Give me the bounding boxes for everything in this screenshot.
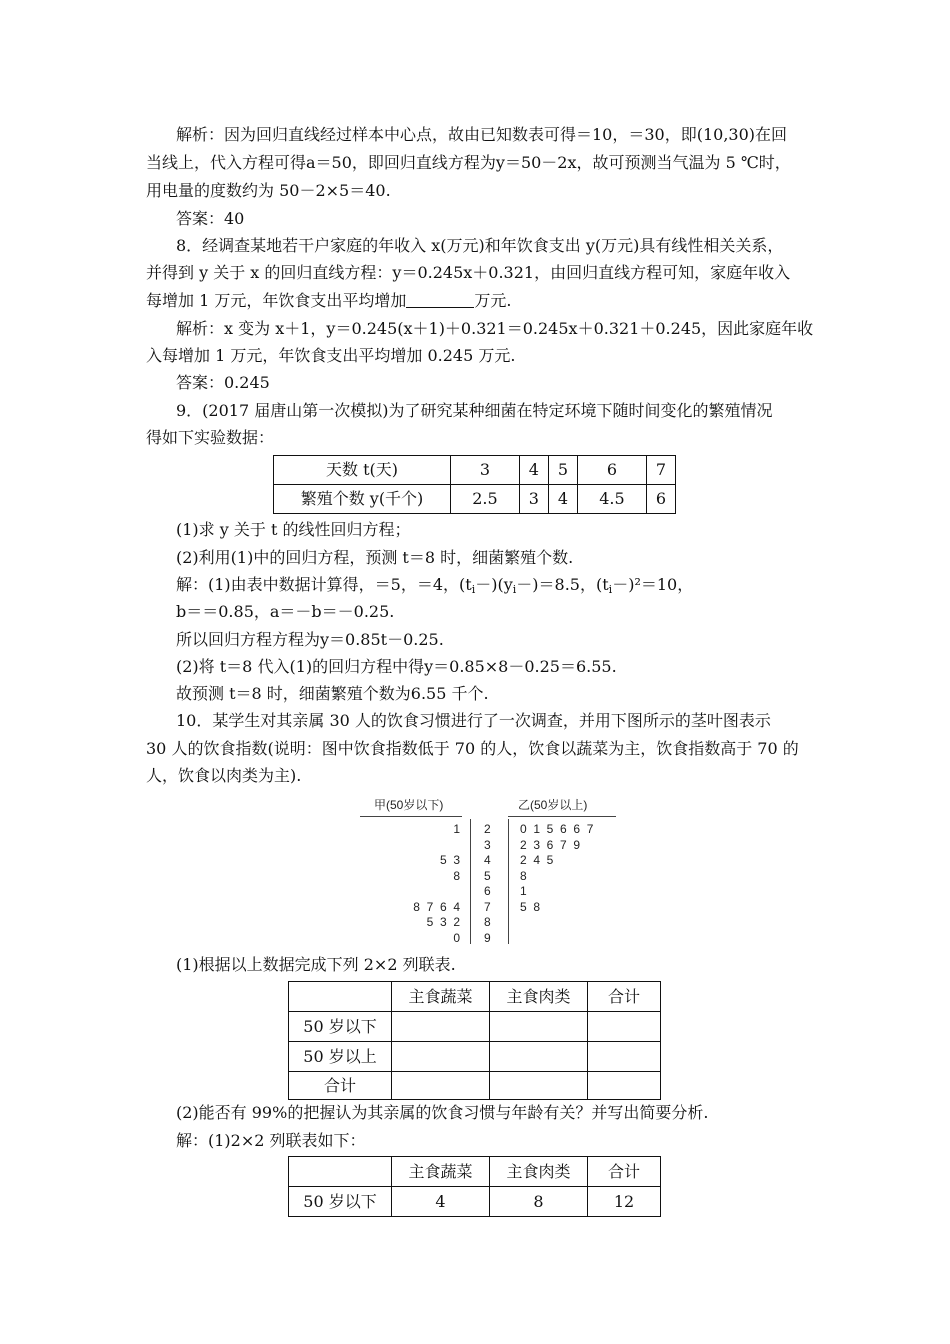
text-line: 得如下实验数据： — [146, 428, 275, 447]
text-line: 并得到 y 关于 x 的回归直线方程：y＝0.245x＋0.321，由回归直线方程可知，家庭年收入 — [146, 263, 791, 282]
table-cell: 6 — [646, 485, 675, 514]
subscript: i — [608, 583, 613, 596]
stem-value: 8 — [484, 915, 491, 929]
subscript: i — [471, 583, 476, 596]
header-rule — [360, 816, 462, 817]
leaf-right: 2 3 6 7 9 — [520, 837, 581, 852]
stem-value: 9 — [484, 930, 491, 945]
leaf-right: 0 1 5 6 6 7 — [520, 822, 594, 836]
table-cell: 主食肉类 — [490, 982, 588, 1012]
table-cell: 天数 t(天) — [274, 456, 451, 485]
table-cell: 12 — [588, 1187, 661, 1217]
contingency-table-answer — [288, 1156, 661, 1217]
table-cell — [392, 1072, 490, 1100]
table-cell — [588, 1042, 661, 1072]
table-cell: 3 — [451, 456, 520, 485]
right-header: 乙(50岁以上) — [518, 798, 588, 812]
subscript: i — [512, 583, 517, 596]
leaf-right: 5 8 — [520, 899, 541, 914]
text-segment: 每增加 1 万元，年饮食支出平均增加 — [146, 291, 407, 310]
question-part: (1)根据以上数据完成下列 2×2 列联表. — [176, 955, 456, 974]
leaf-left: 8 7 6 4 — [413, 899, 460, 914]
question-8: 8．经调查某地若干户家庭的年收入 x(万元)和年饮食支出 y(万元)具有线性相关关系， — [176, 236, 784, 255]
text-line: 所以回归方程方程为y＝0.85t－0.25. — [176, 630, 444, 649]
stem-value: 4 — [484, 853, 491, 867]
header-rule — [508, 816, 616, 817]
fill-blank — [406, 293, 474, 308]
table-cell: 4.5 — [578, 485, 647, 514]
table-cell: 2.5 — [451, 485, 520, 514]
question-10: 10．某学生对其亲属 30 人的饮食习惯进行了一次调查，并用下图所示的茎叶图表示 — [176, 711, 771, 730]
stem-value: 5 — [484, 868, 491, 883]
table-cell: 繁殖个数 y(千个) — [274, 485, 451, 514]
text-line: 当线上，代入方程可得a＝50，即回归直线方程为y＝50－2x，故可预测当气温为 5 ℃时， — [146, 153, 791, 172]
solution-8: 解析：x 变为 x＋1，y＝0.245(x＋1)＋0.321＝0.245x＋0.321＋0.245，因此家庭年收 — [176, 319, 814, 338]
question-part: (2)能否有 99%的把握认为其亲属的饮食习惯与年龄有关？并写出简要分析. — [176, 1103, 709, 1122]
table-cell: 6 — [578, 456, 647, 485]
table-cell — [392, 1042, 490, 1072]
leaf-left: 0 — [453, 930, 460, 945]
leaf-left: 5 3 2 — [426, 915, 460, 929]
stem-value: 6 — [484, 884, 491, 898]
leaf-left: 1 — [453, 822, 460, 836]
table-cell: 合计 — [289, 1072, 392, 1100]
table-cell: 50 岁以下 — [289, 1187, 392, 1217]
question-9: 9．(2017 届唐山第一次模拟)为了研究某种细菌在特定环境下随时间变化的繁殖情况 — [176, 401, 773, 420]
stem-leaf-plot — [360, 797, 630, 947]
table-cell: 合计 — [588, 1157, 661, 1187]
data-table-9 — [273, 455, 676, 514]
table-cell: 8 — [490, 1187, 588, 1217]
text-segment: －)＝8.5，(t — [516, 575, 609, 594]
text-line: 人，饮食以肉类为主). — [146, 766, 302, 785]
text-segment: 解：(1)由表中数据计算得，＝5，＝4，(t — [176, 575, 472, 594]
text-segment: 万元. — [474, 291, 512, 310]
stem-value: 3 — [484, 837, 491, 852]
text-line: 入每增加 1 万元，年饮食支出平均增加 0.245 万元. — [146, 346, 516, 365]
table-cell: 4 — [519, 456, 548, 485]
text-line: 解析：因为回归直线经过样本中心点，故由已知数表可得＝10，＝30，即(10,30)在回 — [176, 125, 788, 144]
table-cell: 3 — [519, 485, 548, 514]
answer-line: 答案：0.245 — [176, 373, 270, 392]
stem-divider — [508, 819, 509, 944]
question-part: (1)求 y 关于 t 的线性回归方程； — [176, 520, 411, 539]
stem-value: 7 — [484, 899, 491, 914]
text-segment: －)(y — [475, 575, 513, 594]
table-cell — [490, 1072, 588, 1100]
table-cell — [392, 1012, 490, 1042]
table-cell — [490, 1012, 588, 1042]
table-cell: 主食肉类 — [490, 1157, 588, 1187]
text-line: (2)将 t＝8 代入(1)的回归方程中得y＝0.85×8－0.25＝6.55. — [176, 657, 617, 676]
text-line — [146, 290, 511, 312]
leaf-right: 1 — [520, 884, 527, 898]
table-cell — [289, 1157, 392, 1187]
table-cell: 4 — [548, 485, 577, 514]
solution-10: 解：(1)2×2 列联表如下： — [176, 1131, 366, 1150]
stem-divider — [470, 819, 471, 944]
leaf-right: 2 4 5 — [520, 853, 554, 867]
contingency-table-blank — [288, 981, 661, 1100]
table-cell: 4 — [392, 1187, 490, 1217]
table-cell: 主食蔬菜 — [392, 1157, 490, 1187]
text-line: 30 人的饮食指数(说明：图中饮食指数低于 70 的人，饮食以蔬菜为主，饮食指数高于 70 的 — [146, 739, 799, 758]
table-cell: 合计 — [588, 982, 661, 1012]
solution-9 — [176, 574, 693, 601]
table-cell — [490, 1042, 588, 1072]
table-cell — [588, 1012, 661, 1042]
table-cell: 7 — [646, 456, 675, 485]
question-part: (2)利用(1)中的回归方程，预测 t＝8 时，细菌繁殖个数. — [176, 548, 574, 567]
table-cell: 50 岁以上 — [289, 1042, 392, 1072]
text-line: b＝＝0.85，a＝－b＝－0.25. — [176, 602, 395, 621]
table-cell: 50 岁以下 — [289, 1012, 392, 1042]
table-cell — [289, 982, 392, 1012]
answer-line: 答案：40 — [176, 209, 245, 228]
left-header: 甲(50岁以下) — [374, 798, 444, 812]
table-cell: 5 — [548, 456, 577, 485]
stem-value: 2 — [484, 822, 491, 836]
leaf-right: 8 — [520, 868, 527, 883]
leaf-left: 5 3 — [439, 853, 460, 867]
table-cell: 主食蔬菜 — [392, 982, 490, 1012]
table-cell — [588, 1072, 661, 1100]
leaf-left: 8 — [453, 868, 460, 883]
text-segment: －)²＝10， — [612, 575, 694, 594]
text-line: 用电量的度数约为 50－2×5＝40. — [146, 181, 391, 200]
text-line: 故预测 t＝8 时，细菌繁殖个数为6.55 千个. — [176, 684, 489, 703]
